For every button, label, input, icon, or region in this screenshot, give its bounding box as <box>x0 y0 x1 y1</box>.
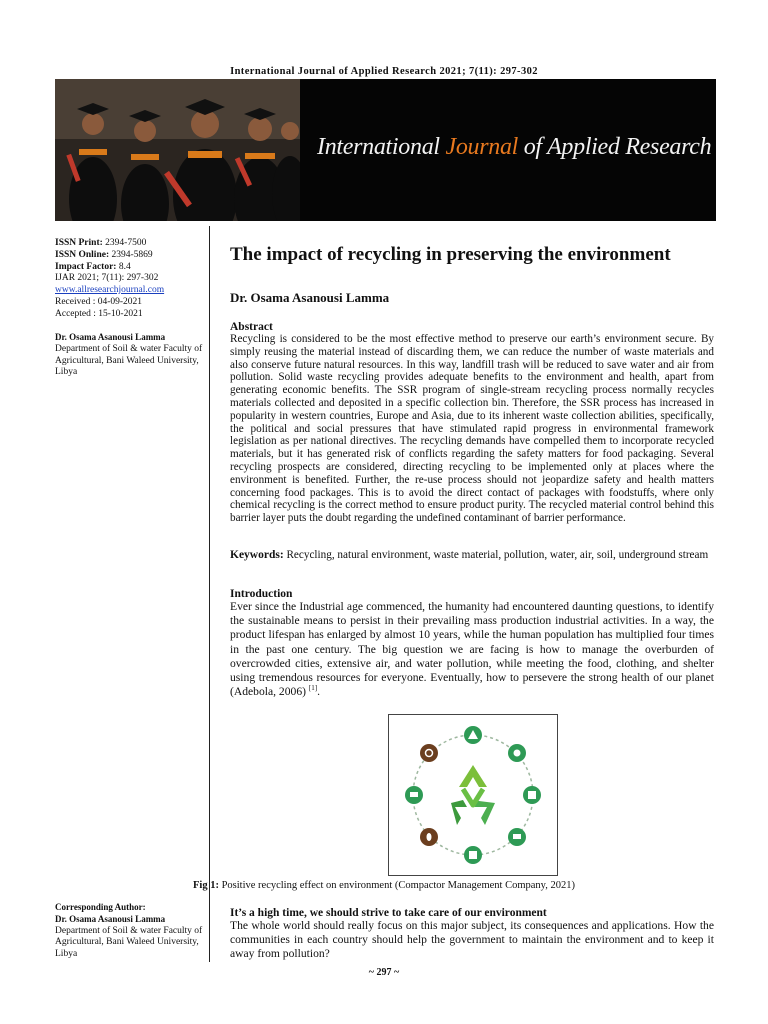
citation-ref: [1] <box>308 684 318 693</box>
section-heading: It’s a high time, we should strive to take care of our environment <box>230 907 547 919</box>
article-author: Dr. Osama Asanousi Lamma <box>230 290 390 305</box>
issn-print: ISSN Print: 2394-7500 <box>55 238 147 248</box>
introduction-heading: Introduction <box>230 588 293 600</box>
sidebar-affiliation: Department of Soil & water Faculty of Agricultural, Bani Waleed University, Libya <box>55 343 203 378</box>
article-title: The impact of recycling in preserving the environment <box>230 244 671 265</box>
abstract-text: Recycling is considered to be the most effective method to preserve our earth’s environment secure. By simply reusing the material instead of discarding them, we can reduce the number of waste materials and also conserve future natural resources. In this way, landfill trash will be reduced to save water and air from pollution. Solid waste recycling provides adequate benefits to the environment and health, apart from generating economic benefits. The SSR program of single-stream recycling process normally recycles materials collected and deposited in a specific collection bin. Therefore, the SSR process has increased in popularity in western countries, Europe and Asia, due to its inherent waste collection abilities, specifically, the political and social pressures that have stimulated rapid progress in environmental framework legislation as per national directives. The recycling demands have compelled them to incorporate recycled materials, but it has generated risk of conflicts regarding the safety matters for food packaging. Several recycling prospects are considered, directing recycling to be implemented only at places where the environment is benefited. Further, the re-use process should not jeopardize safety and health matters concerning food packages. This is to avoid the direct contact of packages with foodstuffs, where only chemical recycling is the correct method to ensure product purity. The recycled material control behind this barrier layer puts the doubt regarding the undefined contaminant of barrier performance. <box>230 333 714 525</box>
journal-logo-text: International Journal of Applied Research <box>317 134 712 160</box>
corresponding-affiliation: Department of Soil & water Faculty of Agricultural, Bani Waleed University, Libya <box>55 925 203 960</box>
recycle-symbol-icon <box>451 765 495 825</box>
introduction-text: Ever since the Industrial age commenced, the humanity had encountered daunting questions, to identify the sustainable means to persist in their prevailing mass production industrial activities. In a way, the product lifespan has enlarged by almost 10 years, while the human population has multiplied four times in the past one century. The big question we are facing is how to manage the overburden of overcrowded cities, extensive air, and water pollution, while meeting the food, clothing, and shelter using tremendous resources for everyone. Eventually, how to persevere the strong health of our planet (Adebola, 2006) [1]. <box>230 600 714 699</box>
section-environment-care <box>230 907 714 962</box>
journal-url-link[interactable]: www.allresearchjournal.com <box>55 285 165 296</box>
sidebar-meta <box>55 238 203 321</box>
ijar-citation: IJAR 2021; 7(11): 297-302 <box>55 273 159 284</box>
journal-banner <box>55 79 716 221</box>
recycling-illustration <box>389 715 557 875</box>
corresponding-label: Corresponding Author: <box>55 902 146 912</box>
graduates-photo <box>55 79 300 221</box>
page-number: ~ 297 ~ <box>368 967 400 978</box>
received-date: Received : 04-09-2021 <box>55 296 143 307</box>
corresponding-name: Dr. Osama Asanousi Lamma <box>55 913 166 924</box>
issn-online: ISSN Online: 2394-5869 <box>55 249 153 260</box>
impact-factor: Impact Factor: 8.4 <box>55 261 131 272</box>
column-divider <box>209 226 210 962</box>
sidebar-author-name: Dr. Osama Asanousi Lamma <box>55 332 166 342</box>
running-head: International Journal of Applied Research 2021; 7(11): 297-302 <box>230 66 538 77</box>
keywords: Keywords: Recycling, natural environment, waste material, pollution, water, air, soil, underground stream <box>230 549 709 561</box>
abstract-section <box>230 321 714 525</box>
abstract-heading: Abstract <box>230 321 273 333</box>
section-text: The whole world should really focus on this major subject, its consequences and applications. How the communities in each country should help the government to maintain the environment and to keep it away from pollution? <box>230 919 714 961</box>
introduction-section <box>230 588 714 699</box>
figure-recycling <box>388 714 558 876</box>
figure-caption: Fig 1: Positive recycling effect on environment (Compactor Management Company, 2021) <box>193 880 575 891</box>
accepted-date: Accepted : 15-10-2021 <box>55 308 143 319</box>
corresponding-author <box>55 902 203 961</box>
sidebar-author <box>55 332 203 379</box>
